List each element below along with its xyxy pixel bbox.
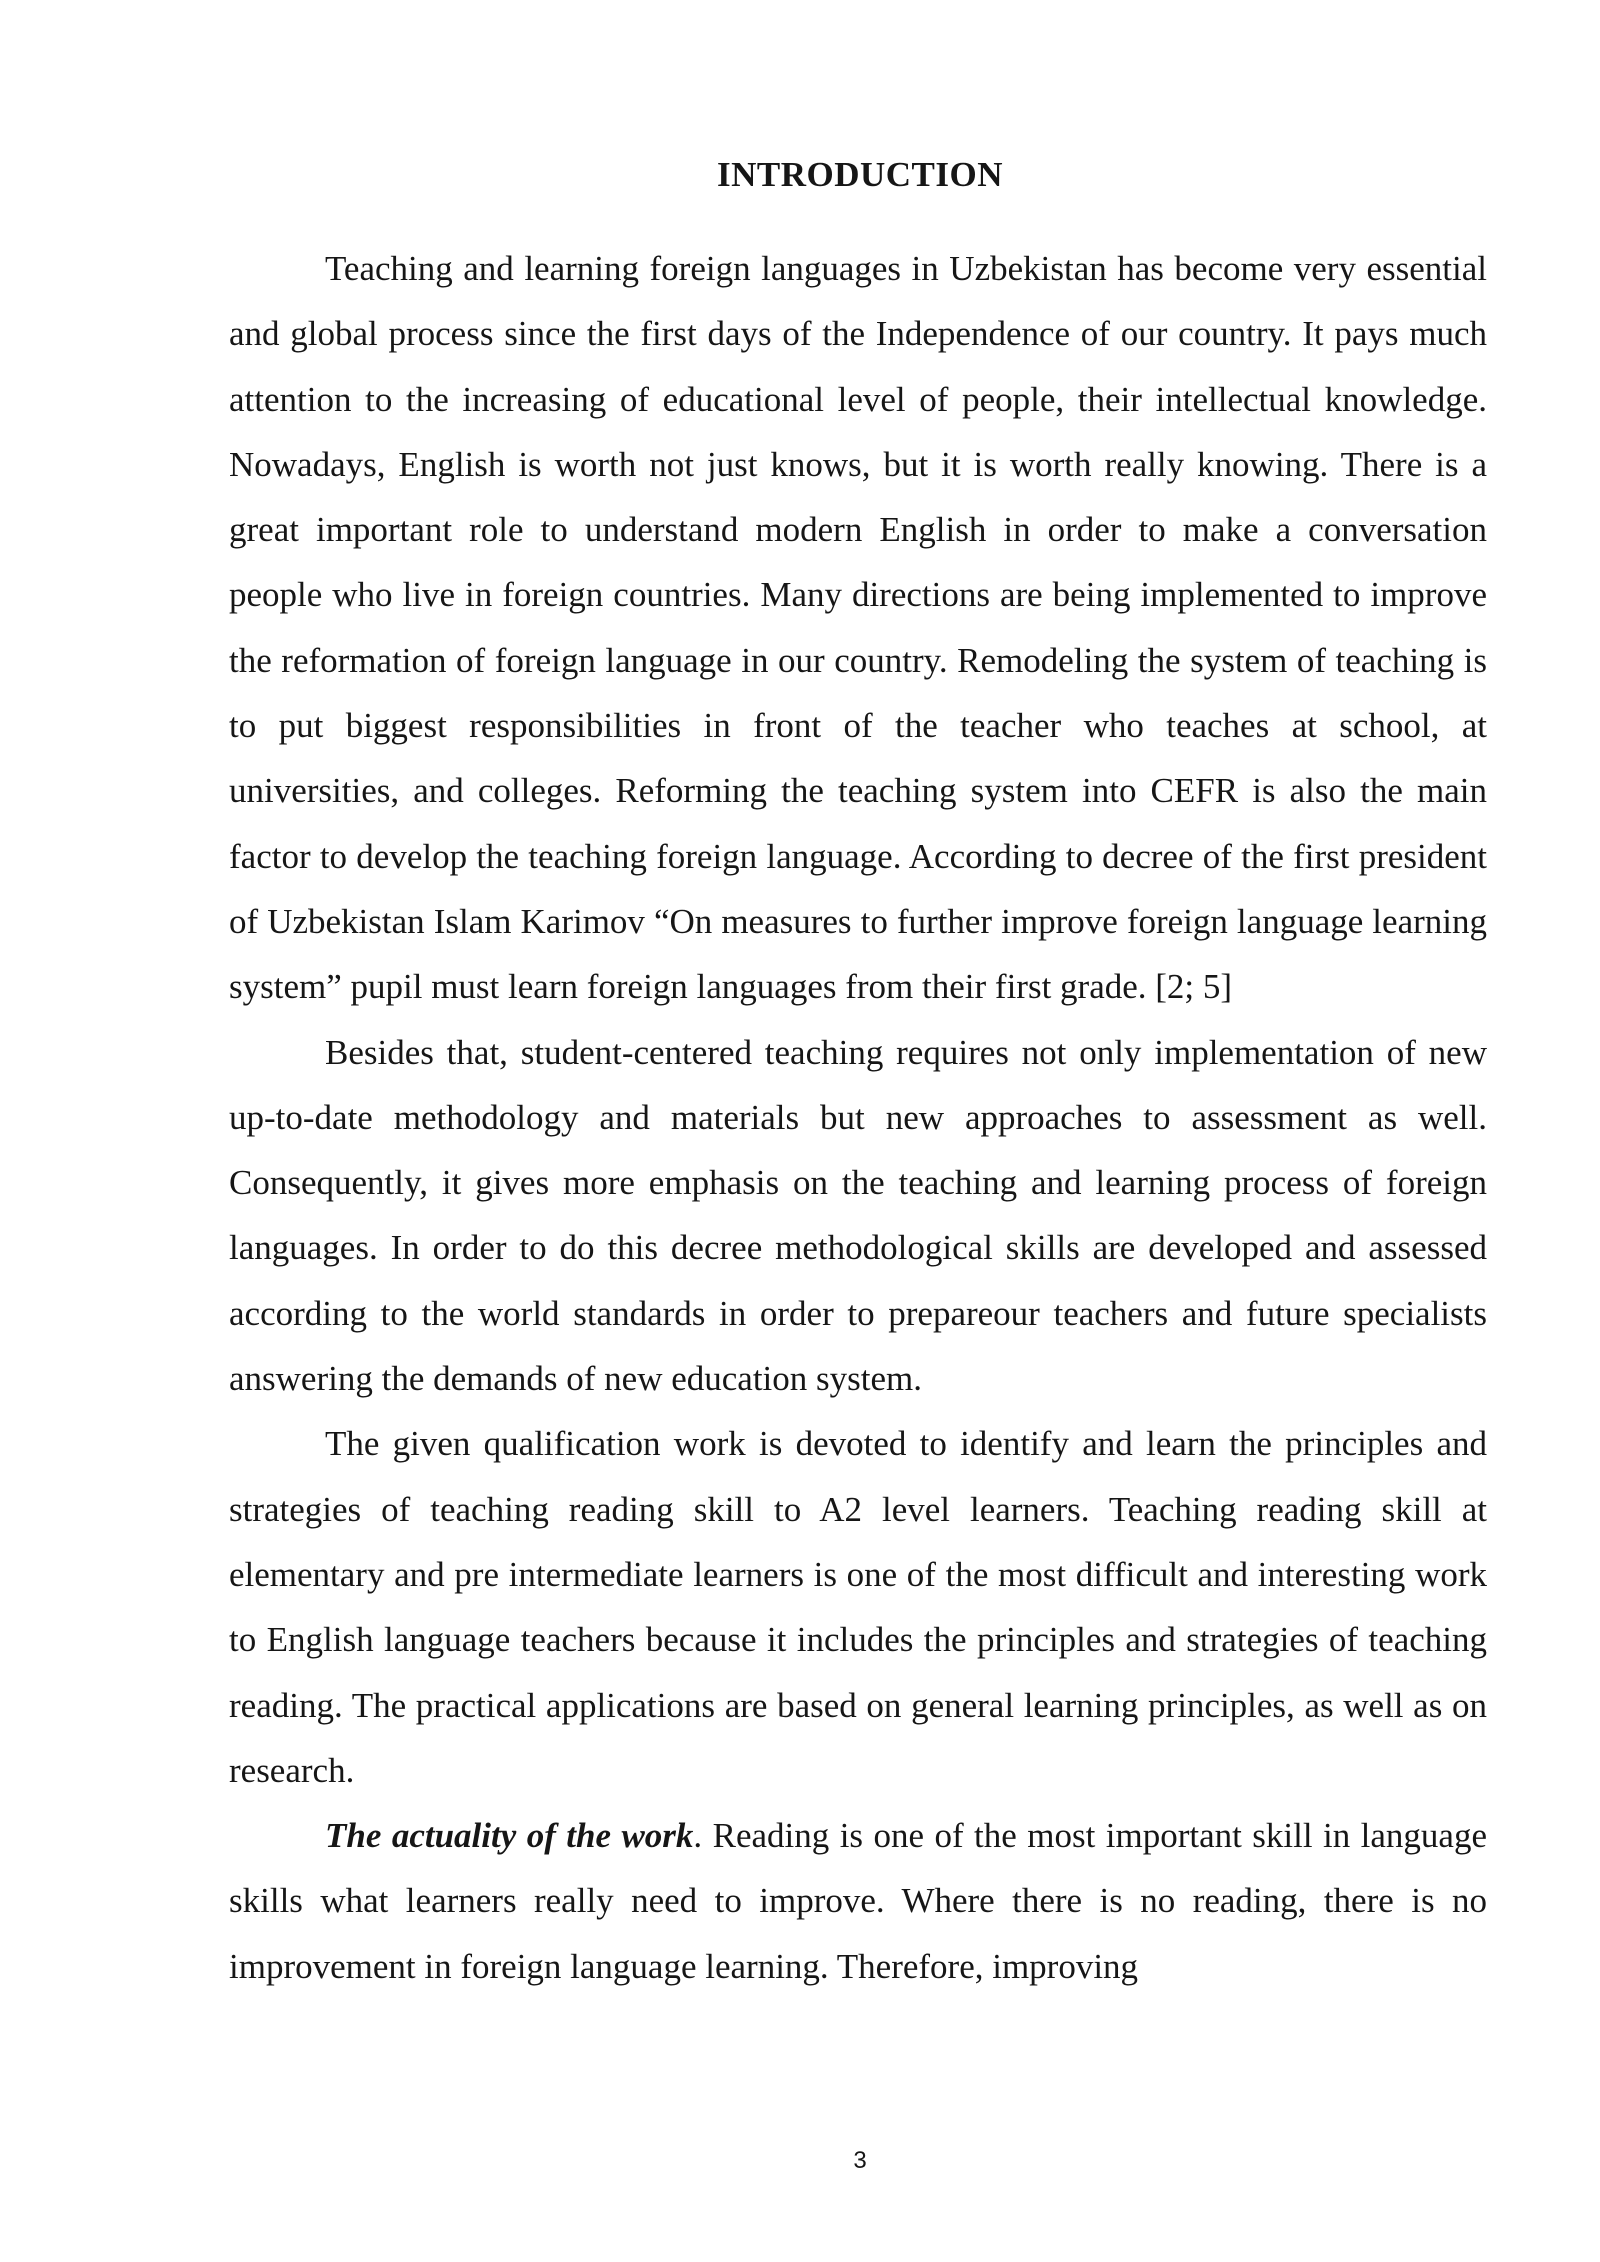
paragraph-intro: Teaching and learning foreign languages in Uzbekistan has become very essential and global process since the first days of the Independence of our country. It pays much attention to the increasing of educational level of people, their intellectual knowledge. Nowadays, English is worth not just knows, but it is worth really knowing. There is a great important role to understand modern English in order to make a conversation people who live in foreign countries. Many directions are being implemented to improve the reformation of foreign language in our country. Remodeling the system of teaching is to put biggest responsibilities in front of the teacher who teaches at school, at universities, and colleges. Reforming the teaching system into CEFR is also the main factor to develop the teaching foreign language. According to decree of the first president of Uzbekistan Islam Karimov “On measures to further improve foreign language learning system” pupil must learn foreign languages from their first grade. [2; 5] <box>229 249 1487 1007</box>
actuality-lead: The actuality of the work <box>325 1816 694 1856</box>
paragraph-actuality <box>229 1803 1487 1999</box>
paragraph-qualification-work: The given qualification work is devoted to identify and learn the principles and strategies of teaching reading skill to A2 level learners. Teaching reading skill at elementary and pre intermediate learners is one of the most difficult and interesting work to English language teachers because it includes the principles and strategies of teaching reading. The practical applications are based on general learning principles, as well as on research. <box>229 1424 1487 1790</box>
actuality-text: . Reading is one of the most important skill in language skills what learners really need to improve. Where there is no reading, there is no improvement in foreign language learning. Therefore, improving <box>229 1816 1488 1986</box>
section-heading: INTRODUCTION <box>716 155 1004 194</box>
body-text <box>229 236 1487 1999</box>
paragraph-student-centered: Besides that, student-centered teaching requires not only implementation of new up-to-date methodology and materials but new approaches to assessment as well. Consequently, it gives more emphasis on the teaching and learning process of foreign languages. In order to do this decree methodological skills are developed and assessed according to the world standards in order to prepareour teachers and future specialists answering the demands of new education system. <box>229 1032 1487 1399</box>
page-number: 3 <box>853 2147 867 2174</box>
